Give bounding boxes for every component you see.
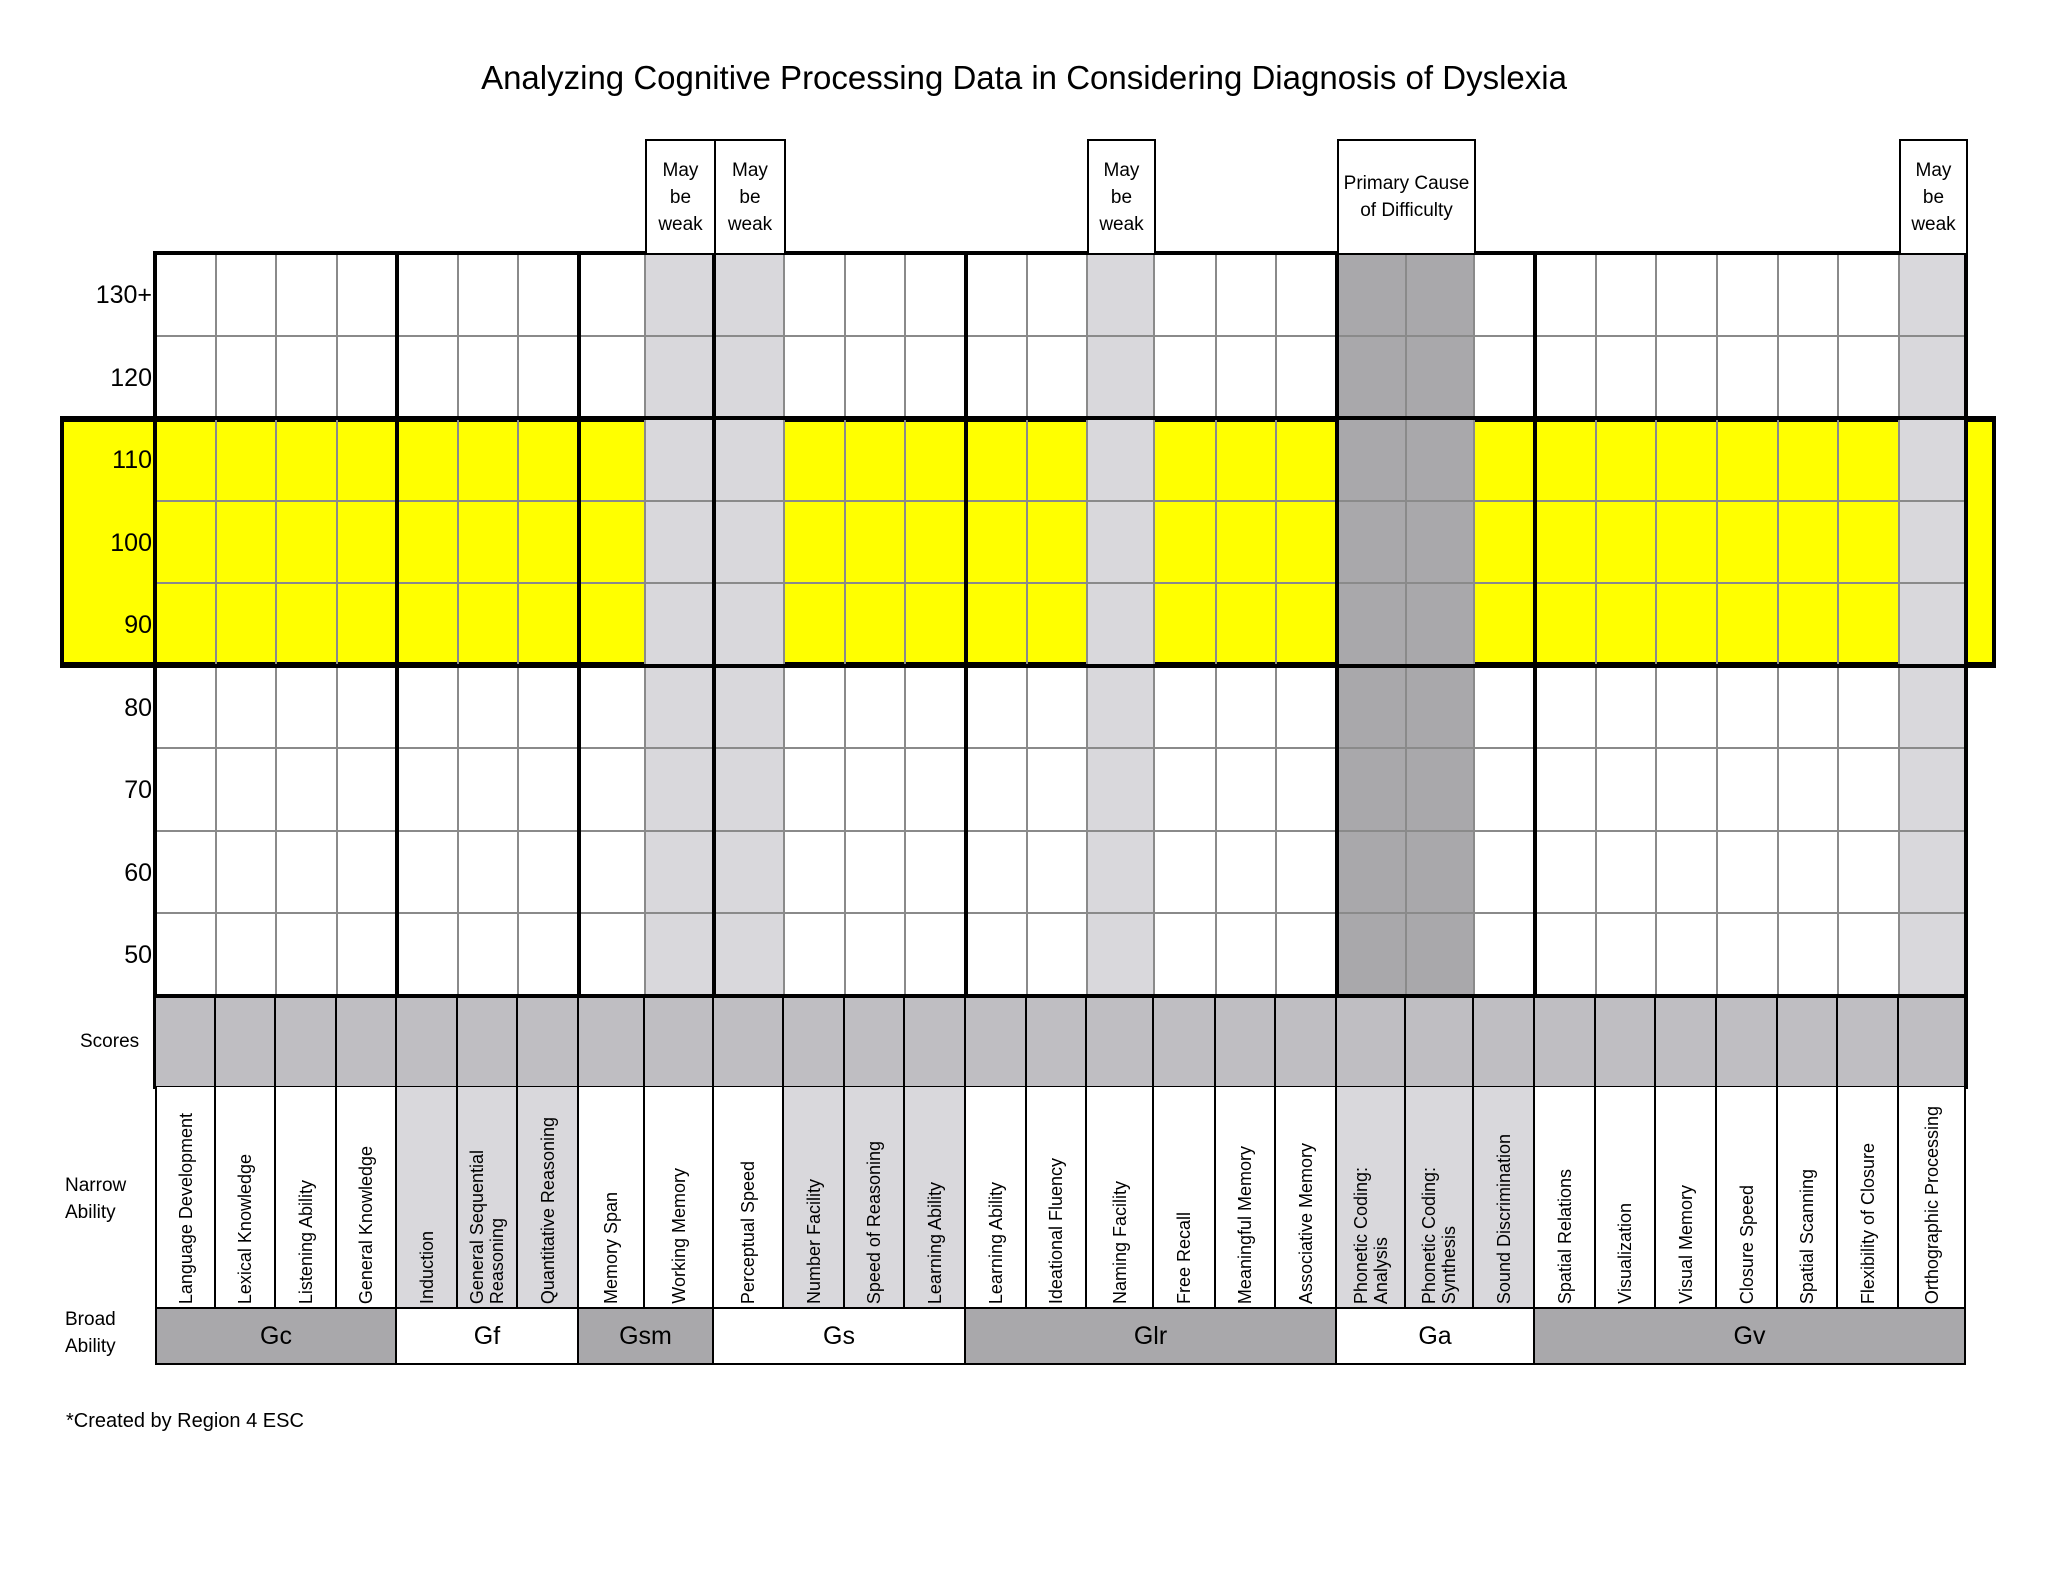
narrow-ability-cell — [645, 1087, 714, 1307]
narrow-ability-cell — [518, 1087, 579, 1307]
narrow-ability-cell — [458, 1087, 518, 1307]
narrow-ability-cell — [397, 1087, 458, 1307]
narrow-ability-cell — [845, 1087, 905, 1307]
score-label: 80 — [124, 693, 152, 722]
narrow-ability-label: Orthographic Processing — [1921, 1105, 1942, 1304]
narrow-ability-label: Spatial Scanning — [1797, 1168, 1817, 1304]
score-label: 130+ — [95, 281, 152, 309]
narrow-ability-label: Number Facility — [803, 1178, 824, 1304]
narrow-ability-cell — [1535, 1087, 1596, 1307]
score-label: 90 — [124, 611, 152, 639]
narrow-ability-label: Memory Span — [601, 1191, 621, 1304]
broad-ability-gs: Gs — [714, 1307, 966, 1365]
narrow-ability-label: Speed of Reasoning — [864, 1140, 884, 1304]
narrow-ability-label: Lexical Knowledge — [235, 1153, 255, 1304]
score-grid-frame — [153, 251, 1968, 998]
narrow-ability-cell — [1656, 1087, 1717, 1307]
narrow-ability-label: Phonetic Coding: Synthesis — [1419, 1166, 1459, 1304]
narrow-ability-label: Free Recall — [1174, 1211, 1194, 1304]
narrow-ability-label: Listening Ability — [295, 1179, 316, 1304]
narrow-ability-cell — [216, 1087, 276, 1307]
broad-ability-gv: Gv — [1535, 1307, 1966, 1365]
narrow-ability-label: Naming Facility — [1109, 1180, 1130, 1304]
may-be-weak-note: May be weak — [714, 139, 786, 253]
narrow-ability-label: Visualization — [1615, 1203, 1635, 1304]
may-be-weak-note: May be weak — [1087, 139, 1156, 253]
page-title: Analyzing Cognitive Processing Data in Considering Diagnosis of Dyslexia — [481, 59, 1567, 96]
narrow-ability-cell — [1717, 1087, 1778, 1307]
score-label: 60 — [124, 858, 152, 887]
narrow-ability-label: General Sequential Reasoning — [467, 1149, 507, 1304]
band-edge — [60, 416, 1996, 420]
narrow-ability-label: Learning Ability — [985, 1181, 1006, 1304]
narrow-ability-cell — [337, 1087, 397, 1307]
narrow-ability-label: Language Development — [175, 1112, 196, 1304]
narrow-ability-cell — [905, 1087, 966, 1307]
narrow-ability-cell — [1276, 1087, 1337, 1307]
narrow-ability-label: Phonetic Coding: Analysis — [1350, 1166, 1391, 1304]
broad-ability-gf: Gf — [397, 1307, 579, 1365]
narrow-ability-cell — [579, 1087, 645, 1307]
score-label: 100 — [110, 528, 152, 557]
narrow-ability-cell — [155, 1087, 216, 1307]
narrow-ability-label: Quantitative Reasoning — [537, 1116, 558, 1304]
narrow-ability-cell — [276, 1087, 337, 1307]
narrow-ability-label: Perceptual Speed — [738, 1160, 758, 1304]
narrow-ability-label: Working Memory — [668, 1168, 689, 1304]
narrow-ability-cell — [1406, 1087, 1474, 1307]
narrow-ability-cell — [1596, 1087, 1656, 1307]
narrow-ability-label: Sound Discrimination — [1493, 1133, 1514, 1304]
band-edge — [60, 664, 1996, 668]
narrow-ability-label: Induction — [416, 1230, 437, 1304]
narrow-ability-label: Associative Memory — [1295, 1142, 1316, 1304]
narrow-ability-label: Spatial Relations — [1554, 1168, 1575, 1304]
scores-row-frame — [153, 995, 1968, 1089]
narrow-ability-cell — [1899, 1087, 1966, 1307]
narrow-ability-cell — [1087, 1087, 1154, 1307]
narrow-ability-cell — [1474, 1087, 1535, 1307]
side-label-scores: Scores — [80, 1031, 140, 1052]
narrow-ability-label: General Knowledge — [356, 1145, 376, 1304]
narrow-ability-label: Meaningful Memory — [1235, 1145, 1255, 1304]
narrow-ability-cell — [784, 1087, 845, 1307]
narrow-ability-cell — [1838, 1087, 1899, 1307]
score-label: 70 — [124, 776, 152, 804]
side-label-narrow-ability: Narrow Ability — [65, 1175, 127, 1223]
broad-ability-glr: Glr — [966, 1307, 1337, 1365]
credit-note: *Created by Region 4 ESC — [66, 1410, 304, 1432]
primary-cause-note: Primary Cause of Difficulty — [1337, 139, 1476, 253]
broad-ability-gsm: Gsm — [579, 1307, 714, 1365]
narrow-ability-cell — [1154, 1087, 1216, 1307]
narrow-ability-cell — [1778, 1087, 1838, 1307]
narrow-ability-label: Flexibility of Closure — [1857, 1142, 1878, 1304]
score-label: 120 — [110, 363, 152, 392]
narrow-ability-cell — [1027, 1087, 1087, 1307]
score-label: 50 — [124, 941, 152, 969]
narrow-ability-cell — [1337, 1087, 1406, 1307]
side-label-broad-ability: Broad Ability — [65, 1309, 116, 1357]
narrow-ability-label: Ideational Fluency — [1046, 1157, 1066, 1304]
narrow-ability-cell — [1216, 1087, 1276, 1307]
narrow-ability-label: Closure Speed — [1736, 1184, 1757, 1304]
may-be-weak-note: May be weak — [1899, 139, 1968, 253]
may-be-weak-note: May be weak — [645, 139, 716, 253]
broad-ability-gc: Gc — [155, 1307, 397, 1365]
narrow-ability-label: Learning Ability — [924, 1181, 945, 1304]
score-label: 110 — [112, 446, 152, 474]
narrow-ability-cell — [714, 1087, 784, 1307]
narrow-ability-cell — [966, 1087, 1027, 1307]
broad-ability-ga: Ga — [1337, 1307, 1535, 1365]
narrow-ability-label: Visual Memory — [1675, 1185, 1696, 1304]
